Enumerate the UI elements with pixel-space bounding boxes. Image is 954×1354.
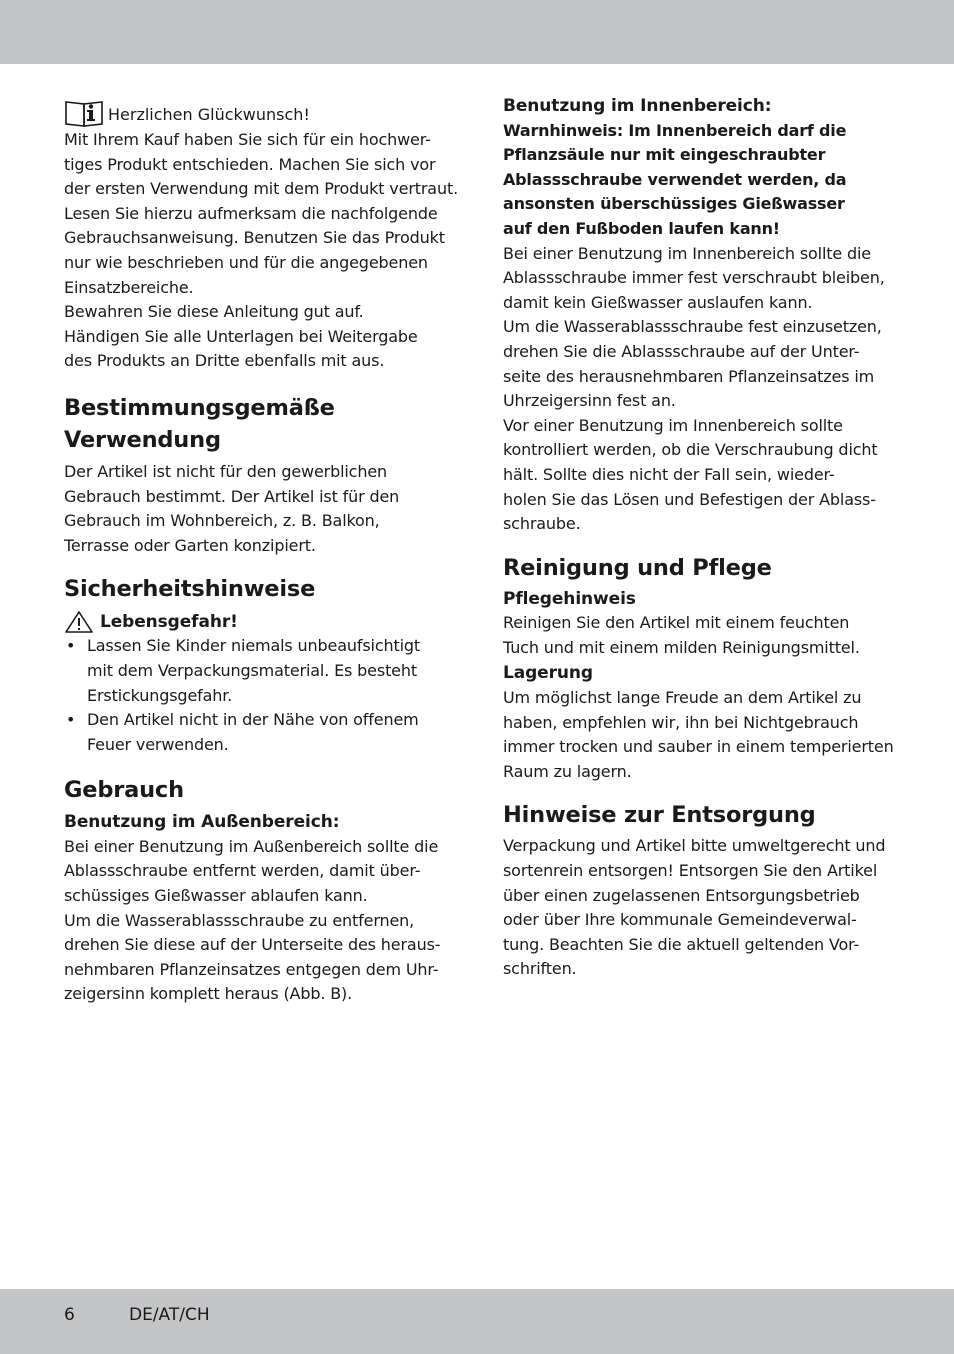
innen-text: Bei einer Benutzung im Innenbereich sollte die Ablassschraube immer fest verschraubt bleiben, damit kein Gießwasser auslaufen kann. Um die Wasserablassschraube fest einzusetzen, drehen Sie die Ablassschraube auf der Unter- seite des herausnehmbaren Pflanzeinsatzes im Uhrzeigersinn fest an. Vor einer Benutzung im Innenbereich sollte kontrolliert werden, ob die Verschraubung dicht hält. Sollte dies nicht der Fall sein, wieder- holen Sie das Lösen und Befestigen der Ablass- schraube. — [503, 243, 885, 534]
heading-aussen: Benutzung im Außenbereich: — [64, 812, 340, 833]
language-label: DE/AT/CH — [129, 1305, 210, 1325]
header-bar — [0, 0, 954, 64]
intro-text: Mit Ihrem Kauf haben Sie sich für ein hochwer- tiges Produkt entschieden. Machen Sie sich vor der ersten Verwendung mit dem Produkt vertraut. Lesen Sie hierzu aufmerksam die nachfolgende Gebrauchsanweisung. Benutzen Sie das Produkt nur wie beschrieben und für die angegebenen Einsatzbereiche. Bewahren Sie diese Anleitung gut auf. Händigen Sie alle Unterlagen bei Weitergabe des Produkts an Dritte ebenfalls mit aus. — [64, 130, 459, 371]
right-column — [503, 94, 893, 982]
page-number: 6 — [64, 1305, 75, 1325]
intro-title: Herzlichen Glückwunsch! — [108, 105, 310, 125]
danger-label: Lebensgefahr! — [100, 611, 238, 632]
heading-lagerung: Lagerung — [503, 663, 593, 684]
lagerung-text: Um möglichst lange Freude an dem Artikel zu haben, empfehlen wir, ihn bei Nichtgebrauch immer trocken und sauber in einem temperierten Raum zu lagern. — [503, 688, 894, 781]
intro-title-row — [64, 94, 454, 128]
bestimmung-text: Der Artikel ist nicht für den gewerblichen Gebrauch bestimmt. Der Artikel ist für den Gebrauch im Wohnbereich, z. B. Balkon, Terrasse oder Garten konzipiert. — [64, 461, 400, 555]
heading-bestimmung: Bestimmungsgemäße Verwendung — [64, 394, 335, 453]
heading-gebrauch: Gebrauch — [64, 777, 184, 804]
warning-text: Warnhinweis: Im Innenbereich darf die Pflanzsäule nur mit eingeschraubter Ablassschraube verwendet werden, da ansonsten überschüssiges Gießwasser auf den Fußboden laufen kann! — [503, 120, 847, 238]
heading-pflege: Pflegehinweis — [503, 588, 636, 609]
pflege-text: Reinigen Sie den Artikel mit einem feuchten Tuch und mit einem milden Reinigungsmittel. — [503, 613, 860, 657]
left-column — [64, 94, 459, 1007]
aussen-text: Bei einer Benutzung im Außenbereich sollte die Ablassschraube entfernt werden, damit über- schüssiges Gießwasser ablaufen kann. Um die Wasserablassschraube zu entfernen, drehen Sie diese auf der Unterseite des heraus- nehmbaren Pflanzeinsatzes entgegen dem Uhr- zeigersinn komplett heraus (Abb. B). — [64, 836, 441, 1004]
list-item: • Den Artikel nicht in der Nähe von offenem Feuer verwenden. — [64, 708, 454, 757]
list-item: • Lassen Sie Kinder niemals unbeaufsichtigt mit dem Verpackungsmaterial. Es besteht Erstickungsgefahr. — [64, 634, 454, 708]
danger-row — [64, 609, 454, 634]
info-book-icon — [64, 98, 104, 128]
heading-entsorgung: Hinweise zur Entsorgung — [503, 802, 816, 829]
heading-sicherheit: Sicherheitshinweise — [64, 576, 316, 603]
heading-innen: Benutzung im Innenbereich: — [503, 96, 772, 116]
warning-triangle-icon — [64, 610, 94, 634]
entsorgung-text: Verpackung und Artikel bitte umweltgerecht und sortenrein entsorgen! Entsorgen Sie den Artikel über einen zugelassenen Entsorgungsbetrieb oder über Ihre kommunale Gemeindeverwal- tung. Beachten Sie die aktuell geltenden Vor- schriften. — [503, 836, 886, 979]
heading-reinigung: Reinigung und Pflege — [503, 554, 772, 581]
safety-list — [64, 634, 454, 757]
